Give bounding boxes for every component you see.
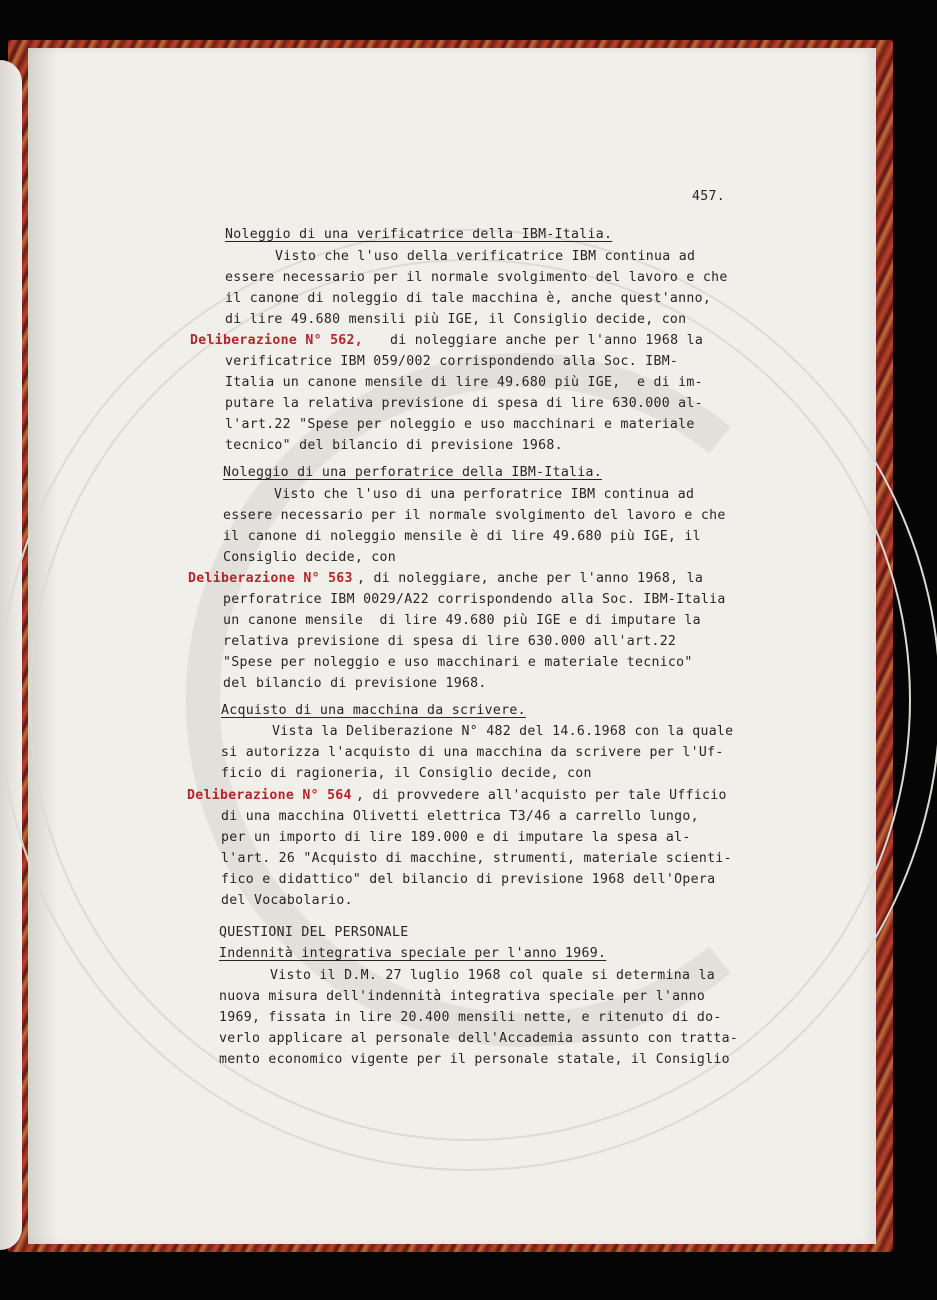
paragraph-line: Vista la Deliberazione N° 482 del 14.6.1968 con la quale <box>272 724 734 739</box>
paragraph-line: 1969, fissata in lire 20.400 mensili nette, e ritenuto di do- <box>219 1010 722 1025</box>
paragraph-line: per un importo di lire 189.000 e di imputare la spesa al- <box>221 830 691 845</box>
paragraph-line: di noleggiare anche per l'anno 1968 la <box>390 333 704 348</box>
previous-page-edge <box>0 60 22 1250</box>
paragraph-line: si autorizza l'acquisto di una macchina da scrivere per l'Uf- <box>221 745 724 760</box>
paragraph-line: essere necessario per il normale svolgimento del lavoro e che <box>225 270 728 285</box>
paragraph-line: putare la relativa previsione di spesa di lire 630.000 al- <box>225 396 703 411</box>
paragraph-line: , di noleggiare, anche per l'anno 1968, la <box>357 571 704 586</box>
paragraph-line: Italia un canone mensile di lire 49.680 più IGE, e di im- <box>225 375 703 390</box>
page-gutter-shadow <box>28 48 58 1244</box>
section-heading-verificatrice: Noleggio di una verificatrice della IBM-Italia. <box>225 227 613 242</box>
paragraph-line: un canone mensile di lire 49.680 più IGE e di imputare la <box>223 613 701 628</box>
deliberation-number: Deliberazione N° 563 <box>188 571 353 586</box>
paragraph-line: di lire 49.680 mensili più IGE, il Consiglio decide, con <box>225 312 687 327</box>
paragraph-line: "Spese per noleggio e uso macchinari e materiale tecnico" <box>223 655 693 670</box>
paragraph-line: del Vocabolario. <box>221 893 353 908</box>
deliberation-number: Deliberazione N° 562, <box>190 333 364 348</box>
paragraph-line: l'art. 26 "Acquisto di macchine, strumenti, materiale scienti- <box>221 851 732 866</box>
paragraph-line: verlo applicare al personale dell'Accademia assunto con tratta- <box>219 1031 739 1046</box>
page-number: 457. <box>692 189 725 204</box>
deliberation-number: Deliberazione N° 564 <box>187 788 352 803</box>
paragraph-line: l'art.22 "Spese per noleggio e uso macchinari e materiale <box>225 417 695 432</box>
paragraph-line: il canone di noleggio di tale macchina è, anche quest'anno, <box>225 291 712 306</box>
section-heading-macchina-scrivere: Acquisto di una macchina da scrivere. <box>221 703 526 718</box>
chapter-title: QUESTIONI DEL PERSONALE <box>219 925 409 940</box>
paragraph-line: relativa previsione di spesa di lire 630.000 all'art.22 <box>223 634 677 649</box>
paragraph-line: ficio di ragioneria, il Consiglio decide, con <box>221 766 592 781</box>
paragraph-line: il canone di noleggio mensile è di lire 49.680 più IGE, il <box>223 529 701 544</box>
paragraph-line: nuova misura dell'indennità integrativa speciale per l'anno <box>219 989 706 1004</box>
section-heading-perforatrice: Noleggio di una perforatrice della IBM-Italia. <box>223 465 603 480</box>
paragraph-line: , di provvedere all'acquisto per tale Ufficio <box>356 788 727 803</box>
paragraph-line: Visto che l'uso della verificatrice IBM continua ad <box>275 249 696 264</box>
paragraph-line: verificatrice IBM 059/002 corrispondendo alla Soc. IBM- <box>225 354 679 369</box>
section-heading-indennita: Indennità integrativa speciale per l'anno 1969. <box>219 946 607 961</box>
paragraph-line: Visto il D.M. 27 luglio 1968 col quale si determina la <box>270 968 715 983</box>
paragraph-line: Consiglio decide, con <box>223 550 397 565</box>
paragraph-line: tecnico" del bilancio di previsione 1968. <box>225 438 563 453</box>
paragraph-line: di una macchina Olivetti elettrica T3/46 a carrello lungo, <box>221 809 699 824</box>
paragraph-line: essere necessario per il normale svolgimento del lavoro e che <box>223 508 726 523</box>
paragraph-line: perforatrice IBM 0029/A22 corrispondendo alla Soc. IBM-Italia <box>223 592 726 607</box>
paragraph-line: mento economico vigente per il personale statale, il Consiglio <box>219 1052 730 1067</box>
paragraph-line: Visto che l'uso di una perforatrice IBM continua ad <box>274 487 695 502</box>
paragraph-line: fico e didattico" del bilancio di previsione 1968 dell'Opera <box>221 872 716 887</box>
paragraph-line: del bilancio di previsione 1968. <box>223 676 487 691</box>
